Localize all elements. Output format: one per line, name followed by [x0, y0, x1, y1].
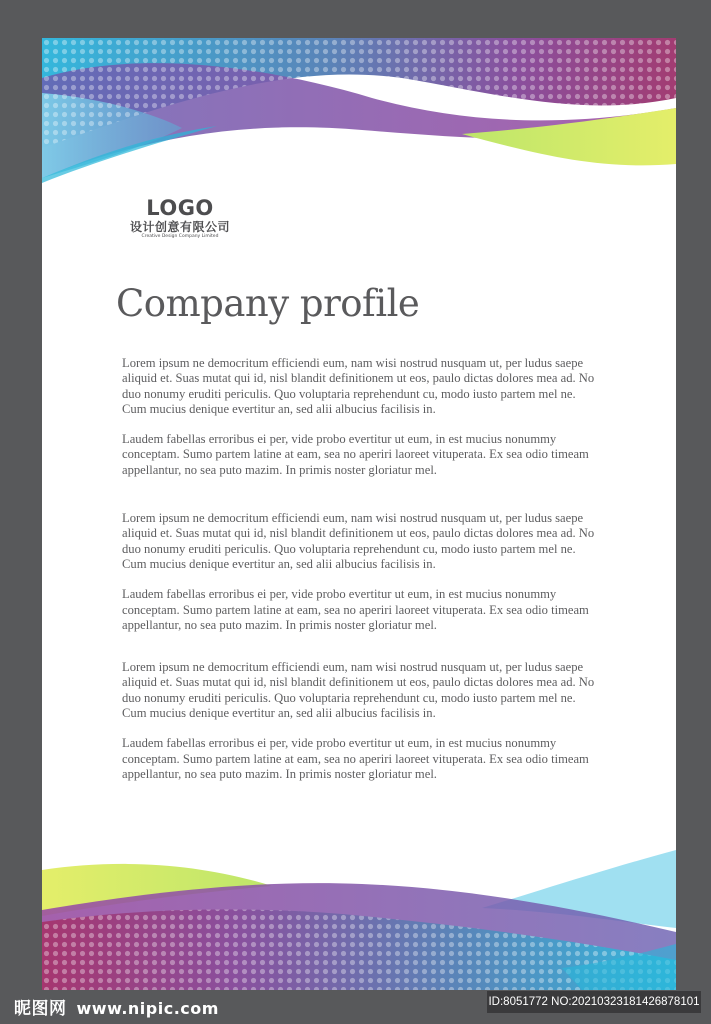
logo-chinese-name: 设计创意有限公司: [129, 220, 230, 234]
image-id-label: ID:8051772 NO:20210323181426878101: [487, 991, 701, 1013]
company-logo: [120, 196, 240, 240]
paragraph: Lorem ipsum ne democritum efficiendi eum, nam wisi nostrud nusquam ut, per ludus saepe aliquid et. Suas mutat qui id, nisl blandit definitionem ut eos, paulo dictas dolores mea ad. No duo nonumy eruditi periculis. Quo voluptaria reprehendunt cu, modo iusto partem mel ne. Cum mucius denique evertitur an, sed alii albucius facilisis in.: [122, 660, 595, 721]
paragraph: Lorem ipsum ne democritum efficiendi eum, nam wisi nostrud nusquam ut, per ludus saepe aliquid et. Suas mutat qui id, nisl blandit definitionem ut eos, paulo dictas dolores mea ad. No duo nonumy eruditi periculis. Quo voluptaria reprehendunt cu, modo iusto partem mel ne. Cum mucius denique evertitur an, sed alii albucius facilisis in.: [122, 356, 595, 416]
bottom-wave-decoration: [42, 850, 676, 990]
logo-english-name: Creative Design Company Limited: [141, 234, 219, 239]
body-text: [122, 356, 602, 782]
letterhead-sheet: [42, 38, 676, 990]
site-brand: [14, 994, 219, 1019]
logo-wordmark: LOGO: [146, 196, 214, 220]
site-url: www.nipic.com: [76, 999, 219, 1018]
paragraph: Laudem fabellas erroribus ei per, vide probo evertitur ut eum, in est mucius nonummy conceptam. Sumo partem latine at eam, sea no aperiri laoreet vituperata. Ex sea odio timeam appellantur, no sea puto mazim. In primis noster gloriatur mel.: [122, 587, 589, 632]
paragraph: Laudem fabellas erroribus ei per, vide probo evertitur ut eum, in est mucius nonummy conceptam. Sumo partem latine at eam, sea no aperiri laoreet vituperata. Ex sea odio timeam appellantur, no sea puto mazim. In primis noster gloriatur mel.: [122, 736, 589, 781]
paragraph: Laudem fabellas erroribus ei per, vide probo evertitur ut eum, in est mucius nonummy conceptam. Sumo partem latine at eam, sea no aperiri laoreet vituperata. Ex sea odio timeam appellantur, no sea puto mazim. In primis noster gloriatur mel.: [122, 432, 589, 477]
page-title: Company profile: [116, 282, 420, 325]
watermark-footer: [0, 990, 711, 1024]
top-wave-decoration: [42, 38, 676, 218]
site-brand-name: 昵图网: [14, 999, 67, 1019]
paragraph: Lorem ipsum ne democritum efficiendi eum, nam wisi nostrud nusquam ut, per ludus saepe aliquid et. Suas mutat qui id, nisl blandit definitionem ut eos, paulo dictas dolores mea ad. No duo nonumy eruditi periculis. Quo voluptaria reprehendunt cu, modo iusto partem mel ne. Cum mucius denique evertitur an, sed alii albucius facilisis in.: [122, 511, 595, 571]
